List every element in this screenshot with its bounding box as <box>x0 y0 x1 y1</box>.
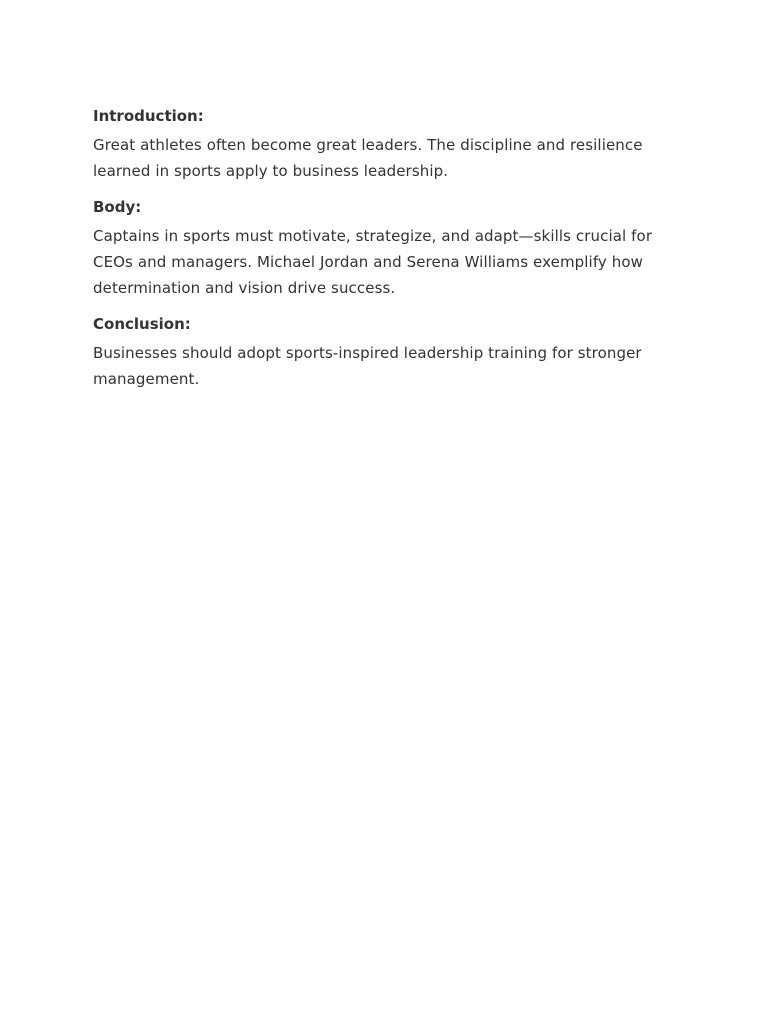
introduction-section <box>93 106 683 184</box>
body-section <box>93 197 683 301</box>
conclusion-section <box>93 314 683 392</box>
section-paragraph: Captains in sports must motivate, strategize, and adapt—skills crucial for CEOs and managers. Michael Jordan and Serena Williams exemplify how determination and vision drive success. <box>93 227 653 297</box>
section-heading: Introduction: <box>93 107 204 125</box>
section-paragraph: Great athletes often become great leaders. The discipline and resilience learned in sports apply to business leadership. <box>93 136 643 180</box>
section-heading: Conclusion: <box>93 315 191 333</box>
section-paragraph: Businesses should adopt sports-inspired leadership training for stronger management. <box>93 344 642 388</box>
section-heading: Body: <box>93 198 142 216</box>
document-page <box>93 106 683 405</box>
